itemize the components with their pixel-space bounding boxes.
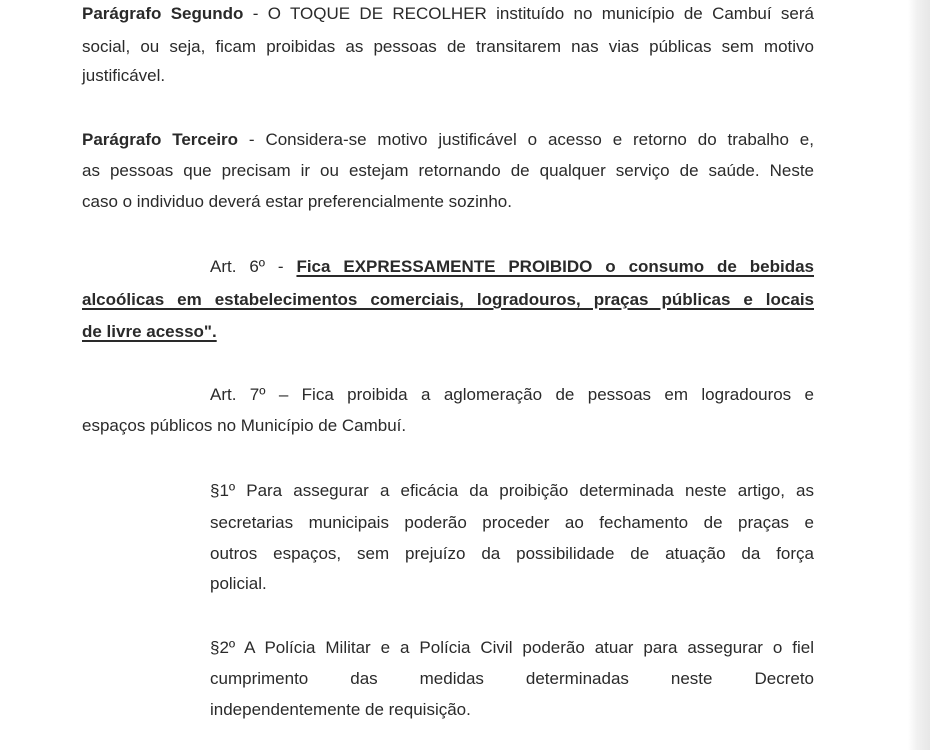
paragrafo-terceiro-line-3: caso o individuo deverá estar preferencialmente sozinho. <box>82 192 512 211</box>
paragrafo-segundo-line-3: justificável. <box>82 66 166 85</box>
article-6-line-3: de livre acesso". <box>82 322 217 341</box>
paragraph-1-line-4: policial. <box>210 574 267 593</box>
paragrafo-terceiro-label: Parágrafo Terceiro <box>82 130 239 149</box>
paragrafo-segundo-label: Parágrafo Segundo <box>82 4 244 23</box>
article-7-line-1: Art. 7º – Fica proibida a aglomeração de pessoas em logradouros e <box>210 385 814 404</box>
paragrafo-segundo-text: - O TOQUE DE RECOLHER instituído no município de Cambuí será <box>243 4 814 23</box>
paragrafo-segundo-line-1 <box>82 2 814 26</box>
paragraph-2-line-2: cumprimento das medidas determinadas neste Decreto <box>210 669 814 688</box>
article-6-line-1 <box>82 255 814 279</box>
paragraph-1-line-1: §1º Para assegurar a eficácia da proibição determinada neste artigo, as <box>210 481 814 500</box>
page-edge-shadow <box>908 0 930 750</box>
article-6-line-2: alcoólicas em estabelecimentos comerciais, logradouros, praças públicas e locais <box>82 290 814 309</box>
paragrafo-terceiro-line-2: as pessoas que precisam ir ou estejam retornando de qualquer serviço de saúde. Neste <box>82 161 814 180</box>
paragrafo-terceiro-text: - Considera-se motivo justificável o acesso e retorno do trabalho e, <box>238 130 814 149</box>
paragrafo-segundo-line-2: social, ou seja, ficam proibidas as pessoas de transitarem nas vias públicas sem motivo <box>82 37 814 56</box>
article-6-number: Art. 6º - <box>210 257 297 276</box>
paragraph-2-line-1: §2º A Polícia Militar e a Polícia Civil poderão atuar para assegurar o fiel <box>210 638 814 657</box>
article-7-line-2: espaços públicos no Município de Cambuí. <box>82 416 407 435</box>
paragrafo-terceiro-line-1 <box>82 128 814 152</box>
article-6-text-1: Fica EXPRESSAMENTE PROIBIDO o consumo de bebidas <box>296 257 814 276</box>
paragraph-1-line-3: outros espaços, sem prejuízo da possibilidade de atuação da força <box>210 544 814 563</box>
paragraph-2-line-3: independentemente de requisição. <box>210 700 471 719</box>
paragraph-1-line-2: secretarias municipais poderão proceder ao fechamento de praças e <box>210 513 814 532</box>
